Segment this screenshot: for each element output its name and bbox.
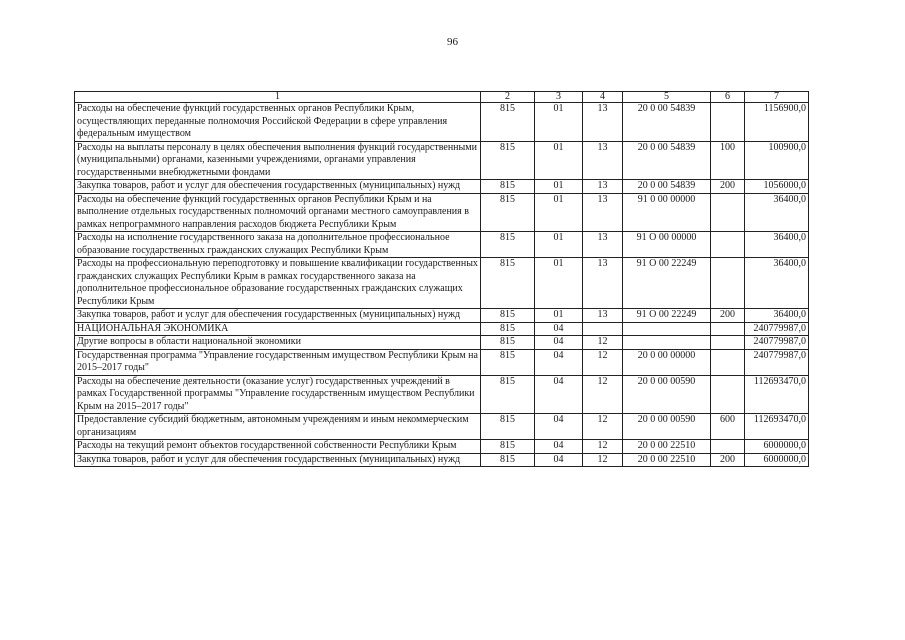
- header-cell: 6: [711, 92, 745, 103]
- subsection-code: 13: [583, 141, 623, 180]
- section-code: 04: [535, 322, 583, 336]
- ministry-code: 815: [481, 309, 535, 323]
- section-code: 04: [535, 375, 583, 414]
- ministry-code: 815: [481, 349, 535, 375]
- expense-description: Государственная программа "Управление государственным имуществом Республики Крым на 2015–2017 годы": [75, 349, 481, 375]
- amount: 240779987,0: [745, 322, 809, 336]
- header-cell: 2: [481, 92, 535, 103]
- amount: 240779987,0: [745, 336, 809, 350]
- expense-type-code: [711, 336, 745, 350]
- amount: 36400,0: [745, 193, 809, 232]
- section-code: 01: [535, 232, 583, 258]
- section-code: 01: [535, 258, 583, 309]
- section-code: 04: [535, 349, 583, 375]
- section-code: 04: [535, 453, 583, 467]
- ministry-code: 815: [481, 258, 535, 309]
- section-code: 01: [535, 309, 583, 323]
- target-article-code: [623, 322, 711, 336]
- section-code: 01: [535, 180, 583, 194]
- expense-description: НАЦИОНАЛЬНАЯ ЭКОНОМИКА: [75, 322, 481, 336]
- amount: 36400,0: [745, 309, 809, 323]
- header-cell: 5: [623, 92, 711, 103]
- expense-description: Расходы на профессиональную переподготовку и повышение квалификации государственных гражданских служащих Республики Крым в рамках государственного заказа на дополнительное профессиональное образование государственных гражданских служащих Республики Крым: [75, 258, 481, 309]
- target-article-code: 20 0 00 54839: [623, 141, 711, 180]
- table-row: [75, 258, 809, 309]
- subsection-code: 13: [583, 103, 623, 142]
- section-code: 04: [535, 336, 583, 350]
- expense-type-code: [711, 193, 745, 232]
- target-article-code: 91 О 00 22249: [623, 258, 711, 309]
- target-article-code: 20 0 00 54839: [623, 103, 711, 142]
- expense-type-code: 200: [711, 180, 745, 194]
- table-row: [75, 375, 809, 414]
- expense-type-code: [711, 322, 745, 336]
- ministry-code: 815: [481, 336, 535, 350]
- section-code: 04: [535, 414, 583, 440]
- expense-type-code: [711, 375, 745, 414]
- subsection-code: [583, 322, 623, 336]
- ministry-code: 815: [481, 322, 535, 336]
- table-row: [75, 232, 809, 258]
- table-row: [75, 309, 809, 323]
- header-cell: 3: [535, 92, 583, 103]
- expense-description: Расходы на обеспечение функций государственных органов Республики Крым и на выполнение отдельных государственных полномочий органами местного самоуправления в рамках непрограммного направления расходов бюджета Республики Крым: [75, 193, 481, 232]
- expense-type-code: [711, 232, 745, 258]
- expense-description: Закупка товаров, работ и услуг для обеспечения государственных (муниципальных) нужд: [75, 309, 481, 323]
- ministry-code: 815: [481, 440, 535, 454]
- ministry-code: 815: [481, 414, 535, 440]
- subsection-code: 12: [583, 349, 623, 375]
- ministry-code: 815: [481, 103, 535, 142]
- target-article-code: 20 0 00 54839: [623, 180, 711, 194]
- page-number: 96: [447, 36, 458, 48]
- expense-type-code: [711, 103, 745, 142]
- table-row: [75, 336, 809, 350]
- subsection-code: 13: [583, 232, 623, 258]
- amount: 6000000,0: [745, 453, 809, 467]
- expense-description: Расходы на текущий ремонт объектов государственной собственности Республики Крым: [75, 440, 481, 454]
- table-row: [75, 180, 809, 194]
- expense-description: Расходы на обеспечение функций государственных органов Республики Крым, осуществляющих переданные полномочия Российской Федерации в сфере управления федеральным имуществом: [75, 103, 481, 142]
- subsection-code: 12: [583, 453, 623, 467]
- table-row: [75, 322, 809, 336]
- ministry-code: 815: [481, 141, 535, 180]
- amount: 1056000,0: [745, 180, 809, 194]
- expense-type-code: [711, 440, 745, 454]
- target-article-code: 20 0 00 00000: [623, 349, 711, 375]
- budget-table: [74, 91, 809, 467]
- section-code: 04: [535, 440, 583, 454]
- header-cell: 1: [75, 92, 481, 103]
- target-article-code: 20 0 00 00590: [623, 414, 711, 440]
- expense-description: Закупка товаров, работ и услуг для обеспечения государственных (муниципальных) нужд: [75, 180, 481, 194]
- amount: 240779987,0: [745, 349, 809, 375]
- table-row: [75, 349, 809, 375]
- section-code: 01: [535, 141, 583, 180]
- target-article-code: 20 0 00 22510: [623, 453, 711, 467]
- subsection-code: 13: [583, 309, 623, 323]
- expense-type-code: 600: [711, 414, 745, 440]
- target-article-code: [623, 336, 711, 350]
- target-article-code: 20 0 00 22510: [623, 440, 711, 454]
- target-article-code: 91 О 00 00000: [623, 232, 711, 258]
- expense-type-code: [711, 349, 745, 375]
- expense-description: Расходы на исполнение государственного заказа на дополнительное профессиональное образование государственных гражданских служащих Республики Крым: [75, 232, 481, 258]
- table-row: [75, 440, 809, 454]
- target-article-code: 20 0 00 00590: [623, 375, 711, 414]
- target-article-code: 91 0 00 00000: [623, 193, 711, 232]
- section-code: 01: [535, 193, 583, 232]
- amount: 36400,0: [745, 232, 809, 258]
- amount: 100900,0: [745, 141, 809, 180]
- subsection-code: 12: [583, 336, 623, 350]
- ministry-code: 815: [481, 453, 535, 467]
- ministry-code: 815: [481, 193, 535, 232]
- subsection-code: 12: [583, 414, 623, 440]
- expense-description: Закупка товаров, работ и услуг для обеспечения государственных (муниципальных) нужд: [75, 453, 481, 467]
- amount: 6000000,0: [745, 440, 809, 454]
- expense-description: Расходы на выплаты персоналу в целях обеспечения выполнения функций государственными (муниципальными) органами, казенными учреждениями, органами управления государственными внебюджетными фондами: [75, 141, 481, 180]
- subsection-code: 13: [583, 193, 623, 232]
- expense-description: Другие вопросы в области национальной экономики: [75, 336, 481, 350]
- subsection-code: 12: [583, 440, 623, 454]
- table-row: [75, 414, 809, 440]
- expense-type-code: [711, 258, 745, 309]
- subsection-code: 13: [583, 180, 623, 194]
- expense-type-code: 200: [711, 453, 745, 467]
- table-row: [75, 141, 809, 180]
- table-row: [75, 453, 809, 467]
- amount: 1156900,0: [745, 103, 809, 142]
- header-row: [75, 92, 809, 103]
- amount: 36400,0: [745, 258, 809, 309]
- section-code: 01: [535, 103, 583, 142]
- amount: 112693470,0: [745, 375, 809, 414]
- ministry-code: 815: [481, 375, 535, 414]
- amount: 112693470,0: [745, 414, 809, 440]
- target-article-code: 91 О 00 22249: [623, 309, 711, 323]
- expense-description: Расходы на обеспечение деятельности (оказание услуг) государственных учреждений в рамках Государственной программы "Управление государственным имуществом Республики Крым на 2015–2017 годы": [75, 375, 481, 414]
- table-row: [75, 103, 809, 142]
- table-row: [75, 193, 809, 232]
- expense-description: Предоставление субсидий бюджетным, автономным учреждениям и иным некоммерческим организациям: [75, 414, 481, 440]
- subsection-code: 13: [583, 258, 623, 309]
- ministry-code: 815: [481, 180, 535, 194]
- header-cell: 7: [745, 92, 809, 103]
- ministry-code: 815: [481, 232, 535, 258]
- subsection-code: 12: [583, 375, 623, 414]
- expense-type-code: 200: [711, 309, 745, 323]
- expense-type-code: 100: [711, 141, 745, 180]
- header-cell: 4: [583, 92, 623, 103]
